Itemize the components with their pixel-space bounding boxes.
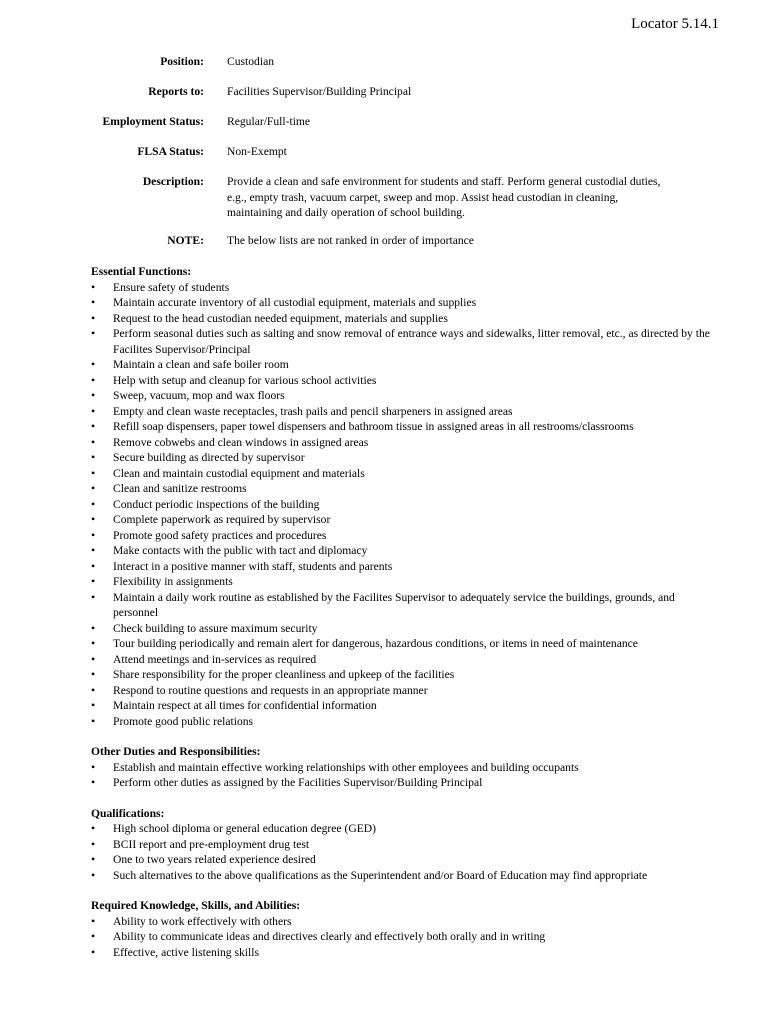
list-item: • Perform other duties as assigned by the Facilities Supervisor/Building Principal (91, 775, 721, 791)
essential-functions-section (91, 264, 721, 729)
locator-code: Locator 5.14.1 (631, 16, 719, 32)
list-item: • Promote good public relations (91, 714, 721, 730)
list-item: • Share responsibility for the proper cleanliness and upkeep of the facilities (91, 667, 721, 683)
list-item: • Ability to work effectively with others (91, 914, 721, 930)
list-item: • Maintain respect at all times for confidential information (91, 698, 721, 714)
list-item: • Maintain accurate inventory of all custodial equipment, materials and supplies (91, 295, 721, 311)
essential-functions-title: Essential Functions: (91, 265, 192, 278)
reports-to-label: Reports to: (148, 85, 204, 98)
list-item: • Check building to assure maximum security (91, 621, 721, 637)
other-duties-title: Other Duties and Responsibilities: (91, 745, 261, 758)
list-item: • Effective, active listening skills (91, 945, 721, 961)
list-item: • Request to the head custodian needed equipment, materials and supplies (91, 311, 721, 327)
position-value: Custodian (227, 55, 275, 68)
list-item: • Ensure safety of students (91, 280, 721, 296)
job-sections (91, 264, 721, 960)
list-item: • Refill soap dispensers, paper towel dispensers and bathroom tissue in assigned areas in all restrooms/classrooms (91, 419, 721, 435)
section-gap (91, 791, 721, 806)
essential-functions-list (91, 280, 721, 730)
list-item: • One to two years related experience desired (91, 852, 721, 868)
list-item: • BCII report and pre-employment drug test (91, 837, 721, 853)
list-item: • Remove cobwebs and clean windows in assigned areas (91, 435, 721, 451)
position-label: Position: (160, 55, 204, 68)
list-item: • Establish and maintain effective working relationships with other employees and building occupants (91, 760, 721, 776)
list-item: • High school diploma or general education degree (GED) (91, 821, 721, 837)
list-item: • Ability to communicate ideas and directives clearly and effectively both orally and in writing (91, 929, 721, 945)
qualifications-section (91, 806, 721, 884)
qualifications-list (91, 821, 721, 883)
note-value: The below lists are not ranked in order of importance (227, 234, 474, 247)
list-item: • Maintain a daily work routine as established by the Facilites Supervisor to adequately service the buildings, grounds, and personnel (91, 590, 721, 621)
list-item: • Such alternatives to the above qualifications as the Superintendent and/or Board of Education may find appropriate (91, 868, 721, 884)
list-item: • Clean and sanitize restrooms (91, 481, 721, 497)
list-item: • Make contacts with the public with tact and diplomacy (91, 543, 721, 559)
list-item: • Conduct periodic inspections of the building (91, 497, 721, 513)
list-item: • Sweep, vacuum, mop and wax floors (91, 388, 721, 404)
qualifications-title: Qualifications: (91, 806, 165, 820)
knowledge-skills-title: Required Knowledge, Skills, and Abilities: (91, 899, 301, 912)
description-value: Provide a clean and safe environment for students and staff. Perform general custodial duties, e.g., empty trash, vacuum carpet, sweep and mop. Assist head custodian in cleaning, maintaining and daily operation of school building. (227, 175, 661, 219)
list-item: • Empty and clean waste receptacles, trash pails and pencil sharpeners in assigned areas (91, 404, 721, 420)
other-duties-section (91, 744, 721, 791)
list-item: • Complete paperwork as required by supervisor (91, 512, 721, 528)
other-duties-list (91, 760, 721, 791)
list-item: • Perform seasonal duties such as salting and snow removal of entrance ways and sidewalks, litter removal, etc., as directed by the Facilites Supervisor/Principal (91, 326, 721, 357)
description-label: Description: (142, 175, 204, 188)
list-item: • Maintain a clean and safe boiler room (91, 357, 721, 373)
list-item: • Tour building periodically and remain alert for dangerous, hazardous conditions, or items in need of maintenance (91, 636, 721, 652)
knowledge-skills-list (91, 914, 721, 961)
employment-status-label: Employment Status: (102, 115, 204, 128)
list-item: • Clean and maintain custodial equipment and materials (91, 466, 721, 482)
list-item: • Attend meetings and in-services as required (91, 652, 721, 668)
list-item: • Secure building as directed by supervisor (91, 450, 721, 466)
reports-to-value: Facilities Supervisor/Building Principal (227, 85, 412, 98)
flsa-status-label: FLSA Status: (137, 145, 204, 158)
employment-status-value: Regular/Full-time (227, 115, 311, 128)
list-item: • Help with setup and cleanup for various school activities (91, 373, 721, 389)
flsa-status-value: Non-Exempt (227, 145, 287, 158)
list-item: • Promote good safety practices and procedures (91, 528, 721, 544)
knowledge-skills-section (91, 898, 721, 960)
list-item: • Interact in a positive manner with staff, students and parents (91, 559, 721, 575)
section-gap (91, 729, 721, 744)
note-label: NOTE: (167, 234, 204, 247)
list-item: • Flexibility in assignments (91, 574, 721, 590)
section-gap (91, 883, 721, 898)
list-item: • Respond to routine questions and requests in an appropriate manner (91, 683, 721, 699)
